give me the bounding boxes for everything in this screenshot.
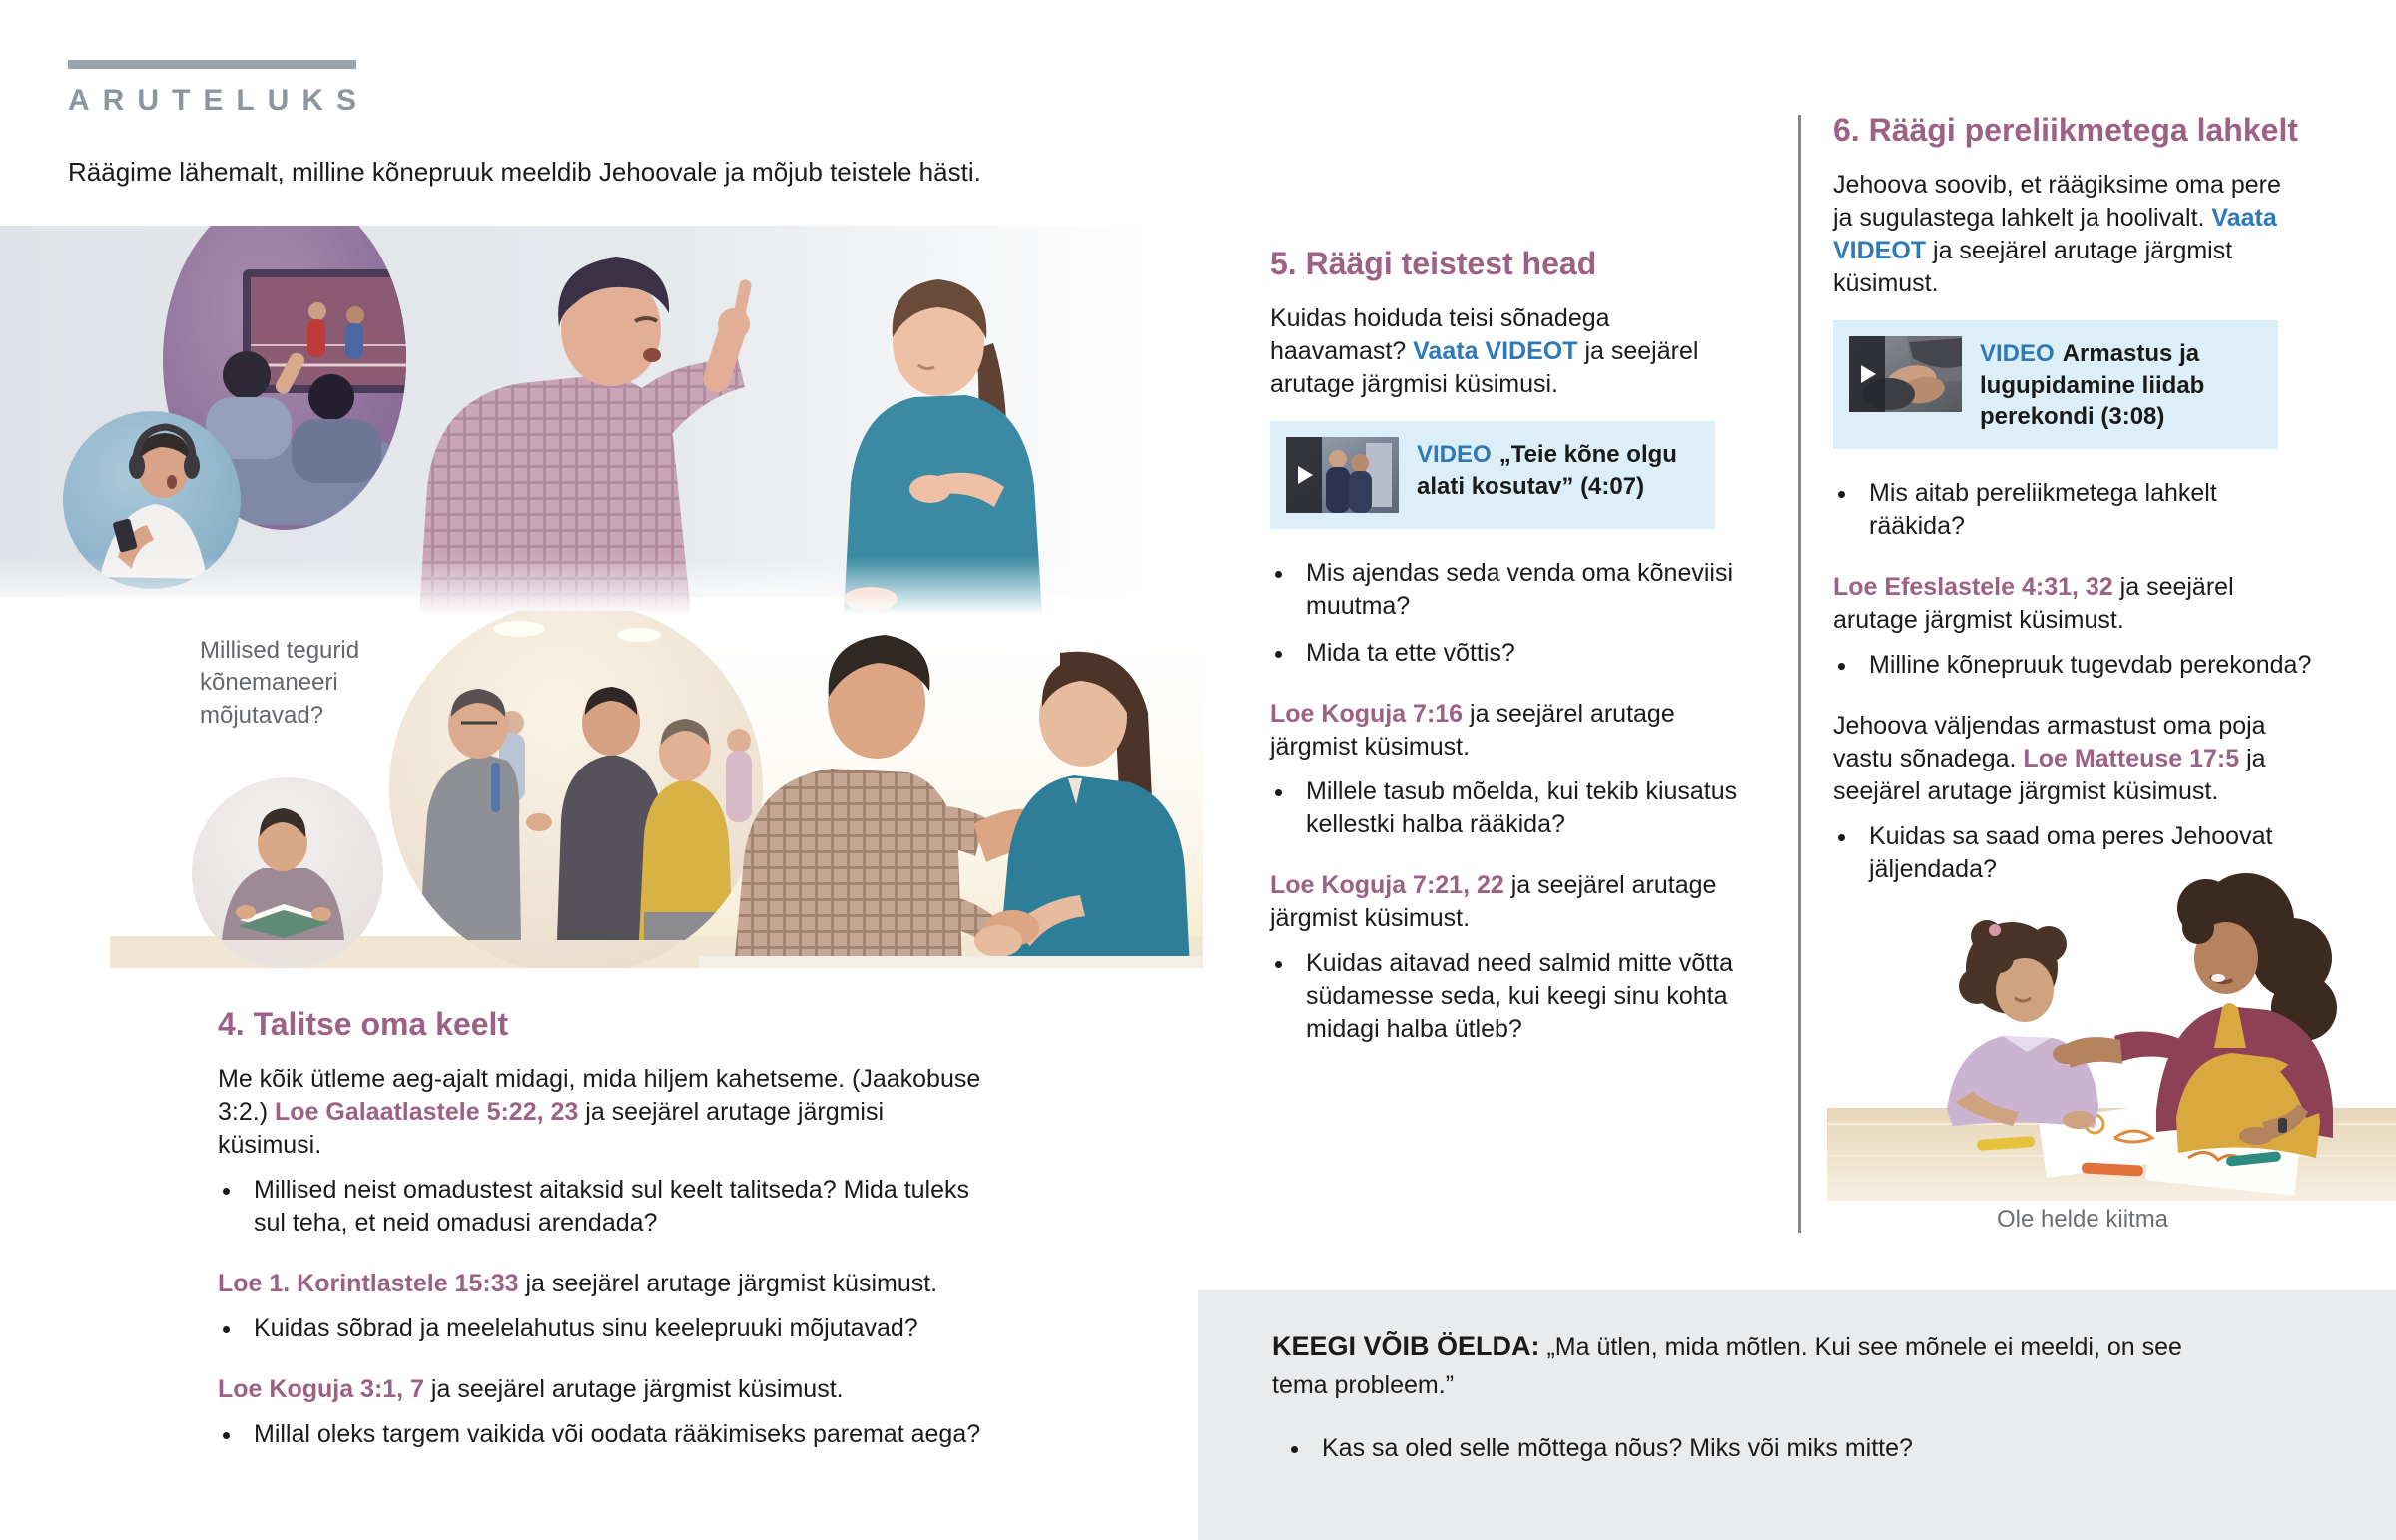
question-bullet: • Kas sa oled selle mõttega nõus? Miks või miks mitte? (1312, 1432, 2336, 1465)
watch-video-link[interactable]: Vaata VIDEOT (1833, 204, 2277, 264)
question-bullet: • Millised neist omadustest aitaksid sul keelt talitseda? Mida tuleks sul teha, et neid omadusi arendada? (244, 1174, 986, 1240)
scripture-link-corinthians[interactable]: Loe 1. Korintlastele 15:33 (218, 1270, 519, 1297)
video-thumbnail[interactable] (1849, 336, 1962, 412)
section5-questions-3 (1270, 947, 1741, 1046)
section6-paragraph-2 (1833, 571, 2304, 637)
callout-questions (1272, 1432, 2336, 1465)
section6-paragraph-3 (1833, 710, 2312, 808)
play-icon (1849, 336, 1885, 412)
paragraph-text: ja seejärel arutage järgmisi küsimusi. (218, 1098, 885, 1159)
scripture-link-ecclesiastes-721[interactable]: Loe Koguja 7:21, 22 (1270, 871, 1504, 899)
section-5 (1270, 246, 1741, 1074)
illustration-speech-influences-scene (0, 611, 1203, 968)
paragraph-text: Me kõik ütleme aeg-ajalt midagi, mida hiljem kahetseme. (Jaakobuse 3:2.) (218, 1065, 981, 1126)
figure3-caption: Ole helde kiitma (1996, 1206, 2169, 1233)
section5-paragraph-1 (1270, 302, 1741, 401)
paragraph-text: ja seejärel arutage järgmist küsimust. (423, 1375, 844, 1403)
question-bullet: • Millele tasub mõelda, kui tekib kiusatus kellestki halba rääkida? (1296, 775, 1741, 841)
page-kicker: ARUTELUKS (68, 84, 369, 117)
paragraph-text: ja seejärel arutage järgmist küsimust. (1833, 745, 2266, 806)
paragraph-text: ja seejärel arutage järgmist küsimust. (518, 1270, 938, 1297)
section5-questions-2 (1270, 775, 1741, 841)
section4-questions-3 (218, 1418, 986, 1451)
question-bullet: • Millal oleks targem vaikida või oodata rääkimiseks paremat aega? (244, 1418, 986, 1451)
scripture-link-ecclesiastes-716[interactable]: Loe Koguja 7:16 (1270, 700, 1464, 728)
video-caption (1980, 338, 2262, 433)
scripture-link-ephesians[interactable]: Loe Efeslastele 4:31, 32 (1833, 573, 2113, 602)
paragraph-text: ja seejärel arutage järgmist küsimust. (1833, 237, 2233, 297)
paragraph-text: ja seejärel arutage järgmist küsimust. (1833, 573, 2234, 635)
section4-questions-2 (218, 1312, 986, 1345)
paragraph-text: Kuidas hoiduda teisi sõnadega haavamast? (1270, 304, 1610, 365)
section4-title: 4. Talitse oma keelt (218, 1006, 509, 1042)
watch-video-link[interactable]: Vaata VIDEOT (1413, 337, 1578, 365)
video-label: VIDEO (1417, 441, 1492, 468)
section5-paragraph-3 (1270, 869, 1741, 935)
question-bullet: • Milline kõnepruuk tugevdab perekonda? (1859, 649, 2318, 682)
paragraph-text: Jehoova väljendas armastust oma poja vastu sõnadega. (1833, 712, 2266, 773)
paragraph-text: ja seejärel arutage järgmist küsimust. (1270, 871, 1717, 932)
section4-paragraph-3 (218, 1373, 986, 1406)
illustration-harsh-speech-scene (0, 226, 1203, 615)
video-thumbnail[interactable] (1286, 437, 1399, 513)
video-box-kind-speech[interactable] (1270, 421, 1715, 529)
section6-title: 6. Räägi pereliikmetega lahkelt (1833, 112, 2298, 148)
section5-questions-1 (1270, 557, 1741, 670)
paragraph-text: ja seejärel arutage järgmist küsimust. (1270, 700, 1675, 761)
figure-caption: Millised tegurid kõnemaneeri mõjutavad? (200, 637, 360, 729)
callout-quote: „Ma ütlen, mida mõtlen. Kui see mõnele ei meeldi, on see tema probleem.” (1272, 1333, 2182, 1399)
paragraph-text: ja seejärel arutage järgmisi küsimusi. (1270, 337, 1699, 398)
play-icon (1286, 437, 1322, 513)
someone-may-say-box (1198, 1290, 2396, 1540)
scripture-link-ecclesiastes-3[interactable]: Loe Koguja 3:1, 7 (218, 1375, 424, 1403)
illustration-mother-child-drawing (1827, 866, 2396, 1201)
section-6 (1833, 112, 2324, 914)
section4-paragraph-1 (218, 1063, 986, 1162)
scripture-link-galatians[interactable]: Loe Galaatlastele 5:22, 23 (274, 1098, 579, 1126)
section5-paragraph-2 (1270, 698, 1741, 764)
question-bullet: • Kuidas sõbrad ja meelelahutus sinu keelepruuki mõjutavad? (244, 1312, 986, 1345)
question-bullet: • Kuidas aitavad need salmid mitte võtta südamesse seda, kui keegi sinu kohta midagi halba ütleb? (1296, 947, 1741, 1046)
question-bullet: • Mis aitab pereliikmetega lahkelt rääkida? (1859, 477, 2318, 543)
paragraph-text: Jehoova soovib, et räägiksime oma pere ja sugulastega lahkelt ja hoolivalt. (1833, 171, 2281, 232)
section4-paragraph-2 (218, 1268, 986, 1300)
question-bullet: • Mida ta ette võttis? (1296, 637, 1741, 670)
section6-questions-2 (1833, 649, 2318, 682)
section6-paragraph-1 (1833, 169, 2304, 300)
kicker-bar (68, 60, 356, 69)
video-caption (1417, 439, 1699, 502)
section-4 (218, 1006, 986, 1479)
intro-text: Räägime lähemalt, milline kõnepruuk meeldib Jehoovale ja mõjub teistele hästi. (68, 157, 981, 187)
question-bullet: • Kuidas sa saad oma peres Jehoovat jäljendada? (1859, 820, 2298, 886)
section6-questions-1 (1833, 477, 2318, 543)
video-title: „Teie kõne olgu alati kosutav” (4:07) (1417, 441, 1677, 500)
question-bullet: • Mis ajendas seda venda oma kõneviisi muutma? (1296, 557, 1741, 623)
callout-text (1272, 1326, 2190, 1404)
scripture-link-matthew[interactable]: Loe Matteuse 17:5 (2023, 745, 2240, 773)
column-divider (1798, 115, 1801, 1233)
video-box-family-love[interactable] (1833, 320, 2278, 449)
section5-title: 5. Räägi teistest head (1270, 246, 1597, 281)
section4-questions-1 (218, 1174, 986, 1240)
video-title: Armastus ja lugupidamine liidab perekondi (3:08) (1980, 340, 2205, 431)
video-label: VIDEO (1980, 340, 2055, 367)
callout-lead-label: KEEGI VÕIB ÖELDA: (1272, 1331, 1540, 1361)
